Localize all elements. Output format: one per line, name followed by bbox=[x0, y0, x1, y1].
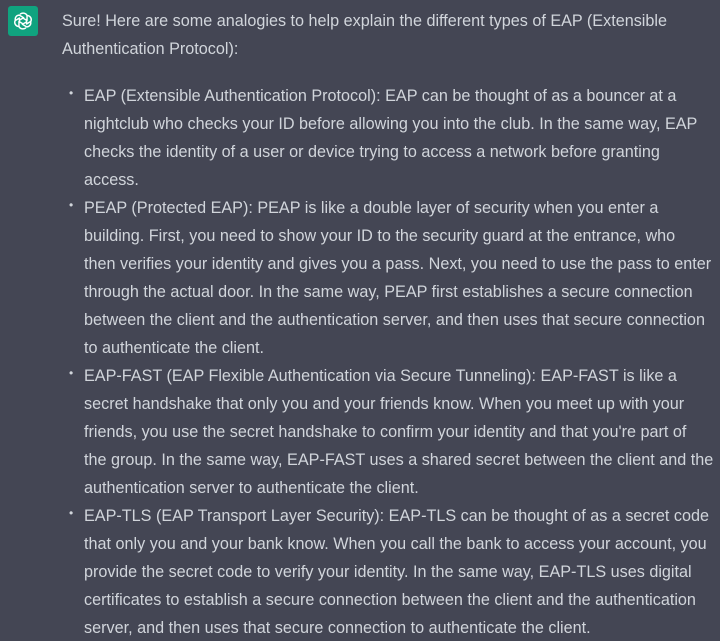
assistant-avatar bbox=[8, 6, 38, 36]
list-item-line: the group. In the same way, EAP-FAST uses a shared secret between the client and the bbox=[84, 451, 714, 469]
bullet-icon: • bbox=[69, 506, 74, 520]
list-item-line: EAP-FAST (EAP Flexible Authentication via Secure Tunneling): EAP-FAST is like a bbox=[84, 367, 677, 385]
list-item-eap-fast bbox=[62, 362, 720, 502]
list-item-line: PEAP (Protected EAP): PEAP is like a double layer of security when you enter a bbox=[84, 199, 659, 217]
eap-types-list bbox=[62, 82, 720, 641]
openai-logo-icon bbox=[12, 10, 34, 32]
intro-line: Sure! Here are some analogies to help explain the different types of EAP (Extensible bbox=[62, 12, 667, 30]
list-item-line: certificates to establish a secure connection between the client and the authentication bbox=[84, 591, 696, 609]
list-item-line: that only you and your bank know. When you call the bank to access your account, you bbox=[84, 535, 707, 553]
intro-line: Authentication Protocol): bbox=[62, 40, 239, 58]
list-item-eap-tls bbox=[62, 502, 720, 641]
list-item-line: friends, you use the secret handshake to confirm your identity and that you're part of bbox=[84, 423, 687, 441]
list-item-line: through the actual door. In the same way, PEAP first establishes a secure connection bbox=[84, 283, 693, 301]
bullet-icon: • bbox=[69, 198, 74, 212]
list-item-eap bbox=[62, 82, 720, 194]
list-item-peap bbox=[62, 194, 720, 362]
list-item-line: server, and then uses that secure connection to authenticate the client. bbox=[84, 619, 591, 637]
list-item-line: then verifies your identity and gives you a pass. Next, you need to use the pass to enter bbox=[84, 255, 712, 273]
list-item-line: authentication server to authenticate the client. bbox=[84, 479, 419, 497]
list-item-line: provide the secret code to verify your identity. In the same way, EAP-TLS uses digital bbox=[84, 563, 692, 581]
bullet-icon: • bbox=[69, 86, 74, 100]
list-item-line: to authenticate the client. bbox=[84, 339, 264, 357]
intro-paragraph bbox=[62, 7, 720, 63]
list-item-line: nightclub who checks your ID before allowing you into the club. In the same way, EAP bbox=[84, 115, 698, 133]
list-item-line: access. bbox=[84, 171, 139, 189]
list-item-line: between the client and the authentication server, and then uses that secure connection bbox=[84, 311, 705, 329]
list-item-line: checks the identity of a user or device trying to access a network before granting bbox=[84, 143, 660, 161]
list-item-line: EAP (Extensible Authentication Protocol): EAP can be thought of as a bouncer at a bbox=[84, 87, 677, 105]
bullet-icon: • bbox=[69, 366, 74, 380]
list-item-line: secret handshake that only you and your friends know. When you meet up with your bbox=[84, 395, 685, 413]
list-item-line: EAP-TLS (EAP Transport Layer Security): EAP-TLS can be thought of as a secret code bbox=[84, 507, 710, 525]
message-content bbox=[62, 7, 720, 641]
list-item-line: building. First, you need to show your ID to the security guard at the entrance, who bbox=[84, 227, 676, 245]
